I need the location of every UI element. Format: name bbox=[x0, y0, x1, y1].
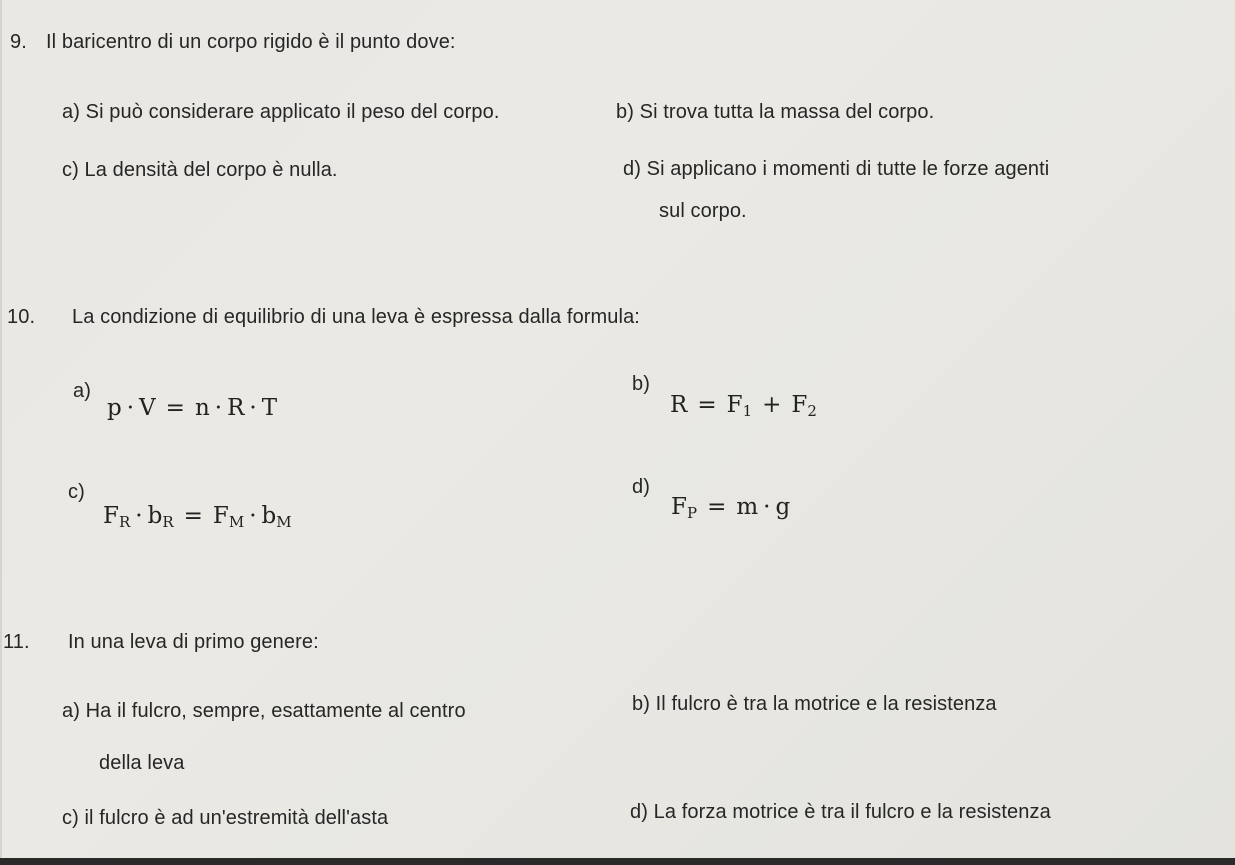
q11-number: 11. bbox=[3, 631, 30, 653]
q10-number: 10. bbox=[7, 306, 36, 328]
q10-option-d-label: d) bbox=[632, 476, 650, 498]
formula-b-R: R bbox=[670, 392, 688, 418]
page-edge bbox=[0, 0, 2, 865]
q9-option-d-line2: sul corpo. bbox=[659, 200, 747, 222]
formula-c-F: F bbox=[103, 503, 119, 529]
formula-b-F1: F bbox=[726, 392, 743, 418]
q9-option-a: a) Si può considerare applicato il peso del corpo. bbox=[62, 101, 500, 123]
formula-d-m: m bbox=[736, 494, 759, 520]
page-bottom-edge bbox=[0, 858, 1235, 865]
formula-c-b: b bbox=[147, 503, 163, 529]
q11-option-a-line2: della leva bbox=[99, 752, 185, 774]
formula-d-g: g bbox=[775, 494, 791, 520]
formula-c-sub-M: M bbox=[228, 513, 245, 531]
formula-c-sub-R2: R bbox=[162, 513, 174, 531]
formula-b-sub1: 1 bbox=[742, 402, 753, 420]
formula-c-sub-M2: M bbox=[276, 513, 292, 531]
formula-d-F: F bbox=[671, 494, 687, 520]
formula-c-sub-R: R bbox=[118, 513, 131, 531]
q10-formula-a: p · V = n · R · T bbox=[107, 395, 278, 421]
q11-option-b: b) Il fulcro è tra la motrice e la resistenza bbox=[632, 693, 997, 715]
formula-a-V: V bbox=[139, 395, 156, 421]
q10-text: La condizione di equilibrio di una leva è espressa dalla formula: bbox=[72, 306, 640, 328]
q10-formula-d: $F_P = m \cdot g$ bbox=[671, 494, 791, 522]
q9-text: Il baricentro di un corpo rigido è il punto dove: bbox=[46, 31, 456, 53]
q11-option-c: c) il fulcro è ad un'estremità dell'asta bbox=[62, 807, 389, 829]
q11-option-a-line1: a) Ha il fulcro, sempre, esattamente al centro bbox=[62, 700, 466, 722]
q11-text: In una leva di primo genere: bbox=[68, 631, 319, 653]
formula-d-sub-P: P bbox=[686, 504, 698, 522]
q10-option-a-label: a) bbox=[73, 380, 91, 402]
formula-b-F2: F bbox=[791, 392, 808, 418]
q9-option-d-line1: d) Si applicano i momenti di tutte le forze agenti bbox=[623, 158, 1050, 180]
q10-formula-b: $R = F_1 + F_2$ bbox=[670, 392, 817, 420]
q10-option-b-label: b) bbox=[632, 373, 650, 395]
q10-formula-c: $F_R \cdot b_R = F_M \cdot b_M$ bbox=[103, 503, 292, 531]
formula-b-sub2: 2 bbox=[807, 402, 817, 420]
formula-c-F2: F bbox=[212, 503, 229, 529]
formula-a-T: T bbox=[261, 395, 278, 421]
formula-a-n: n bbox=[194, 395, 210, 421]
q9-number: 9. bbox=[10, 31, 27, 53]
q9-option-c: c) La densità del corpo è nulla. bbox=[62, 159, 338, 181]
formula-a-R: R bbox=[227, 395, 245, 421]
formula-a-p: p bbox=[107, 395, 122, 421]
q9-option-b: b) Si trova tutta la massa del corpo. bbox=[616, 101, 935, 123]
q11-option-d: d) La forza motrice è tra il fulcro e la resistenza bbox=[630, 801, 1051, 823]
formula-c-b2: b bbox=[261, 503, 277, 529]
q10-option-c-label: c) bbox=[68, 481, 85, 503]
